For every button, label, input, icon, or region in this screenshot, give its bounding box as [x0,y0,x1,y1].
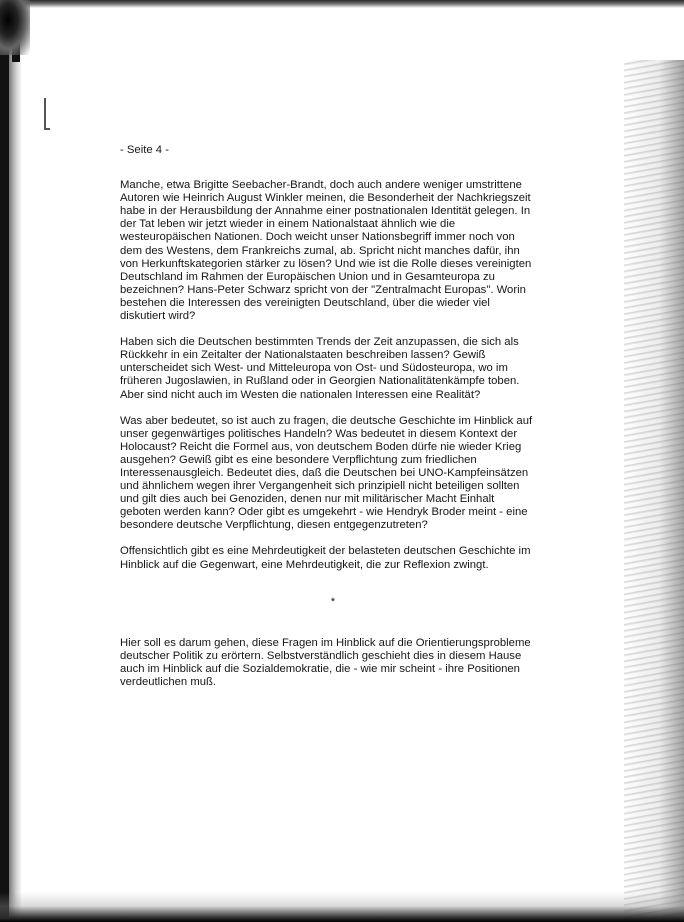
margin-mark [44,98,49,128]
text-line: Hinblick auf die Gegenwart, eine Mehrdeutigkeit, die zur Reflexion zwingt. [120,558,489,571]
text-line: und ähnlichem wegen ihrer Vergangenheit sich prinzipiell nicht beteiligen sollten [120,480,520,493]
text-line: Offensichtlich gibt es eine Mehrdeutigkeit der belasteten deutschen Geschichte im [120,545,531,558]
text-line: von Herkunftskategorien stärker zu lösen? Und wie ist die Rolle dieses vereinigten [120,257,532,270]
text-line: Manche, etwa Brigitte Seebacher-Brandt, doch auch andere weniger umstrittene [120,179,522,192]
text-line: Autoren wie Heinrich August Winkler meinen, die Besonderheit der Nachkriegszeit [120,192,531,205]
text-line: ausgehen? Gewiß gibt es eine besondere Verpflichtung zum friedlichen [120,453,477,466]
section-separator: * [330,595,336,608]
page-label: - Seite 4 - [120,144,169,156]
text-line: unterscheidet sich West- und Mitteleuropa von Ost- und Südosteuropa, wo im [120,362,508,375]
paragraph-2 [120,336,540,401]
text-line: Aber sind nicht auch im Westen die nationalen Interessen eine Realität? [120,388,481,401]
scan-corner-artifact [0,0,30,55]
text-line: deutscher Politik zu erörtern. Selbstverständlich geschieht dies in diesem Hause [120,649,522,662]
text-line: früheren Jugoslawien, in Rußland oder in Georgien Nationalitätenkämpfe toben. [120,375,520,388]
text-line: der Tat leben wir jetzt wieder in einem Nationalstaat ähnlich wie die [120,218,456,231]
margin-mark-tick [44,128,50,130]
text-line: unser gegenwärtiges politisches Handeln? Was bedeutet in diesem Kontext der [120,427,518,440]
scan-left-edge [0,0,9,922]
scan-top-edge [0,0,684,8]
text-line: Haben sich die Deutschen bestimmten Trends der Zeit anzupassen, die sich als [120,336,519,349]
text-line: westeuropäischen Nationen. Doch weicht unser Nationsbegriff immer noch von [120,231,515,244]
text-line: Was aber bedeutet, so ist auch zu fragen, die deutsche Geschichte im Hinblick auf [120,414,533,427]
paragraph-4 [120,545,540,571]
text-line: bestehen die Interessen des vereinigten Deutschland, über die wieder viel [120,296,490,309]
text-line: Rückkehr in ein Zeitalter der Nationalstaaten beschreiben lassen? Gewiß [120,349,486,362]
paragraph-3 [120,415,540,533]
document-body [120,144,540,702]
text-line: auch im Hinblick auf die Sozialdemokratie, die - wie mir scheint - ihre Positionen [120,662,520,675]
text-line: diskutiert wird? [120,310,196,323]
text-line: habe in der Herausbildung der Annahme einer postnationalen Identität gelegen. In [120,205,531,218]
paragraph-final [120,637,540,689]
text-line: und gilt dies auch bei Genoziden, denen nur mit militärischer Macht Einhalt [120,493,495,506]
scan-bottom-edge [0,892,684,922]
text-line: dem des Westens, dem Frankreichs zumal, ab. Spricht nicht manches dafür, ihn [120,244,520,257]
text-line: verdeutlichen muß. [120,676,217,688]
text-line: besondere deutsche Verpflichtung, diesen entgegenzutreten? [120,519,428,532]
text-line: Interessenausgleich. Bedeutet dies, daß die Deutschen bei UNO-Kampfeinsätzen [120,466,529,479]
text-line: Holocaust? Reicht die Formel aus, von deutschem Boden dürfe nie wieder Krieg [120,440,522,453]
text-line: Hier soll es darum gehen, diese Fragen im Hinblick auf die Orientierungsprobleme [120,636,531,649]
text-line: bezeichnen? Hans-Peter Schwarz spricht von der "Zentralmacht Europas". Worin [120,283,526,296]
text-line: geboten werden kann? Oder gibt es umgekehrt - wie Hendryk Broder meint - eine [120,506,528,519]
paragraph-1 [120,179,540,323]
scan-right-edge-noise [624,60,684,922]
text-line: Deutschland im Rahmen der Europäischen Union und in Gesamteuropa zu [120,270,495,283]
